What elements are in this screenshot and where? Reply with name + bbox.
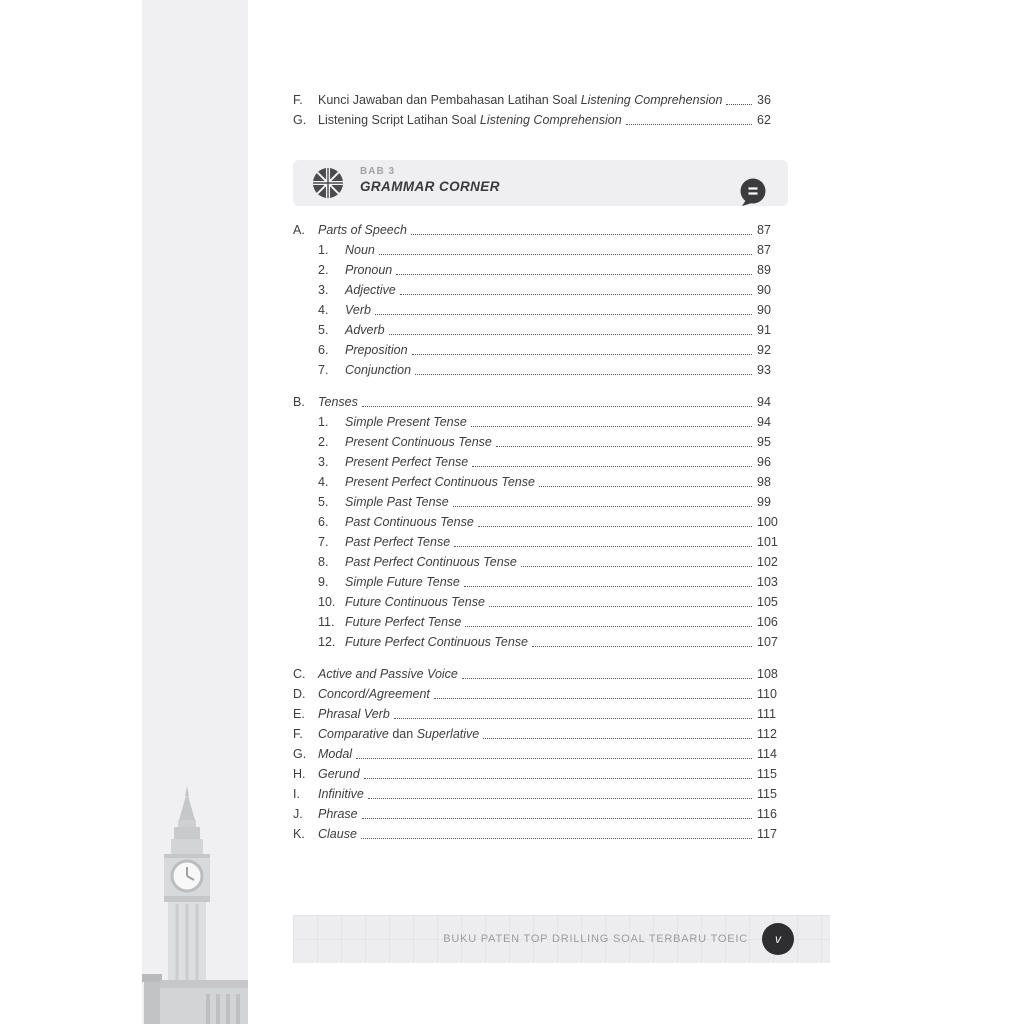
toc-entry-title: Simple Past Tense — [345, 495, 449, 509]
toc-entry-page: 94 — [757, 395, 771, 409]
toc-entry-page: 93 — [757, 363, 771, 377]
toc-entry — [293, 90, 788, 110]
toc-entry — [293, 240, 788, 260]
toc-entry-page: 115 — [757, 787, 777, 801]
toc-entry-label: H. — [293, 767, 306, 781]
toc-entry-title: Past Continuous Tense — [345, 515, 474, 529]
toc-entry-page: 112 — [757, 727, 777, 741]
toc-entry-page: 99 — [757, 495, 771, 509]
toc-entry-title: Concord/Agreement — [318, 687, 430, 701]
toc-entry-page: 115 — [757, 767, 777, 781]
toc-entry-title: Verb — [345, 303, 371, 317]
toc-entry — [293, 744, 788, 764]
chapter-kicker: BAB 3 — [360, 166, 396, 177]
toc-entry-title: Future Perfect Continuous Tense — [345, 635, 528, 649]
dotted-leader — [471, 412, 752, 427]
dotted-leader — [362, 392, 752, 407]
dotted-leader — [434, 684, 752, 699]
toc-entry-label: 1. — [318, 415, 329, 429]
toc-entry-page: 106 — [757, 615, 778, 629]
toc-entry — [293, 512, 788, 532]
toc-entry-title: Future Perfect Tense — [345, 615, 462, 629]
toc-entry — [293, 320, 788, 340]
toc-entry — [293, 612, 788, 632]
toc-entry — [293, 552, 788, 572]
toc-entry-page: 62 — [757, 113, 771, 127]
toc-entry-page: 111 — [757, 707, 777, 721]
toc-entry-page: 116 — [757, 807, 777, 821]
toc-entry-label: I. — [293, 787, 300, 801]
toc-entry-page: 90 — [757, 283, 771, 297]
toc-entry-label: 2. — [318, 263, 329, 277]
toc-entry — [293, 260, 788, 280]
toc-entry — [293, 532, 788, 552]
toc-entry-title: Conjunction — [345, 363, 412, 377]
toc-group — [293, 664, 788, 844]
toc-entry-label: 4. — [318, 303, 329, 317]
toc-entry-label: B. — [293, 395, 305, 409]
toc-entry-title: Adverb — [345, 323, 385, 337]
toc-entry-title: Kunci Jawaban dan Pembahasan Latihan Soal Listening Comprehension — [318, 93, 723, 107]
toc-entry-title: Clause — [318, 827, 357, 841]
toc-entry-title: Comparative dan Superlative — [318, 727, 480, 741]
dotted-leader — [361, 824, 752, 839]
toc-entry — [293, 452, 788, 472]
toc-entry-label: 6. — [318, 343, 329, 357]
dotted-leader — [415, 360, 752, 375]
toc-entry — [293, 724, 788, 744]
toc-entry — [293, 684, 788, 704]
toc-entry-title: Preposition — [345, 343, 408, 357]
dotted-leader — [453, 492, 752, 507]
toc-entry — [293, 764, 788, 784]
toc-entry-label: 11. — [318, 615, 335, 629]
toc-entry-label: C. — [293, 667, 306, 681]
toc-entry-title: Simple Present Tense — [345, 415, 467, 429]
toc-entry-title: Phrase — [318, 807, 358, 821]
toc-entry-title: Future Continuous Tense — [345, 595, 485, 609]
toc-entry — [293, 592, 788, 612]
toc-entry-title: Listening Script Latihan Soal Listening Comprehension — [318, 113, 622, 127]
toc-entry — [293, 280, 788, 300]
toc-entry-title: Past Perfect Tense — [345, 535, 451, 549]
toc-entry — [293, 784, 788, 804]
toc-entry — [293, 704, 788, 724]
dotted-leader — [454, 532, 752, 547]
toc-entry-label: K. — [293, 827, 305, 841]
toc-entry — [293, 664, 788, 684]
dotted-leader — [521, 552, 752, 567]
toc-entry-label: 10. — [318, 595, 336, 609]
toc-entry-page: 102 — [757, 555, 778, 569]
toc-entry-label: 5. — [318, 323, 329, 337]
toc-entry-label: A. — [293, 223, 305, 237]
toc-entry-title: Present Continuous Tense — [345, 435, 492, 449]
toc-entry — [293, 804, 788, 824]
toc-entry-page: 94 — [757, 415, 771, 429]
uk-flag-icon — [313, 168, 343, 198]
toc-entry-page: 96 — [757, 455, 771, 469]
toc-entry-title: Gerund — [318, 767, 360, 781]
dotted-leader — [364, 764, 752, 779]
toc-entry-page: 114 — [757, 747, 777, 761]
dotted-leader — [379, 240, 752, 255]
toc-entry — [293, 300, 788, 320]
dotted-leader — [394, 704, 752, 719]
dotted-leader — [465, 612, 752, 627]
toc-entry — [293, 340, 788, 360]
toc-entry-page: 90 — [757, 303, 771, 317]
toc-entry — [293, 492, 788, 512]
toc-entry-page: 117 — [757, 827, 777, 841]
dotted-leader — [400, 280, 752, 295]
toc-entry — [293, 412, 788, 432]
page-number-badge: v — [762, 923, 794, 955]
toc-group — [293, 392, 788, 652]
toc-entry-page: 92 — [757, 343, 771, 357]
toc-entry-title: Present Perfect Tense — [345, 455, 469, 469]
toc-entry-label: 1. — [318, 243, 329, 257]
footer-bar — [293, 915, 830, 963]
dotted-leader — [368, 784, 752, 799]
dotted-leader — [356, 744, 752, 759]
toc-entry — [293, 360, 788, 380]
toc-entry-title: Tenses — [318, 395, 358, 409]
toc-entry-title: Parts of Speech — [318, 223, 407, 237]
dotted-leader — [532, 632, 752, 647]
toc-entry — [293, 220, 788, 240]
toc-entry-label: 5. — [318, 495, 329, 509]
toc-entry — [293, 572, 788, 592]
toc-entry-label: F. — [293, 93, 303, 107]
toc-entry-page: 107 — [757, 635, 778, 649]
toc-entry-page: 98 — [757, 475, 771, 489]
big-ben-illustration — [142, 784, 248, 1024]
dotted-leader — [478, 512, 752, 527]
dotted-leader — [472, 452, 752, 467]
toc-entry-label: 6. — [318, 515, 329, 529]
toc-list — [293, 220, 788, 844]
dotted-leader — [626, 110, 752, 125]
toc-entry-label: 8. — [318, 555, 329, 569]
toc-entry-label: F. — [293, 727, 303, 741]
toc-entry — [293, 472, 788, 492]
dotted-leader — [462, 664, 752, 679]
toc-entry-page: 105 — [757, 595, 778, 609]
toc-entry-title: Simple Future Tense — [345, 575, 460, 589]
dotted-leader — [362, 804, 752, 819]
toc-entry-title: Present Perfect Continuous Tense — [345, 475, 535, 489]
toc-entry-label: 2. — [318, 435, 329, 449]
left-margin-strip — [142, 0, 248, 1024]
toc-entry-title: Active and Passive Voice — [318, 667, 458, 681]
toc-entry-page: 89 — [757, 263, 771, 277]
toc-entry-label: E. — [293, 707, 305, 721]
toc-entry-label: J. — [293, 807, 303, 821]
dotted-leader — [489, 592, 752, 607]
toc-entry-page: 95 — [757, 435, 771, 449]
dotted-leader — [396, 260, 752, 275]
chat-bubble-icon — [739, 178, 767, 206]
toc-entry-label: G. — [293, 747, 307, 761]
chapter-header — [293, 160, 788, 206]
dotted-leader — [464, 572, 752, 587]
toc-entry-page: 87 — [757, 223, 771, 237]
chapter-texts — [360, 166, 500, 194]
toc-entry — [293, 432, 788, 452]
toc-entry-label: 3. — [318, 455, 329, 469]
toc-entry-page: 91 — [757, 323, 771, 337]
toc-entry-label: 7. — [318, 535, 329, 549]
toc-entry-title: Modal — [318, 747, 353, 761]
toc-entry-page: 100 — [757, 515, 778, 529]
toc-entry-page: 36 — [757, 93, 771, 107]
toc-entry-page: 101 — [757, 535, 778, 549]
toc-entry-page: 103 — [757, 575, 778, 589]
dotted-leader — [496, 432, 752, 447]
toc-entry — [293, 824, 788, 844]
toc-entry-label: G. — [293, 113, 307, 127]
dotted-leader — [411, 220, 752, 235]
toc-entry-label: 7. — [318, 363, 329, 377]
toc-entry-page: 87 — [757, 243, 771, 257]
toc-group — [293, 220, 788, 380]
toc-entry-title: Phrasal Verb — [318, 707, 390, 721]
dotted-leader — [726, 90, 752, 105]
toc-entry-label: D. — [293, 687, 306, 701]
toc-entry-title: Pronoun — [345, 263, 393, 277]
toc-entry-page: 110 — [757, 687, 777, 701]
dotted-leader — [412, 340, 752, 355]
toc-entry — [293, 632, 788, 652]
chapter-title: GRAMMAR CORNER — [360, 179, 500, 194]
toc-entry-label: 4. — [318, 475, 329, 489]
toc-entry-title: Noun — [345, 243, 375, 257]
toc-entry-title: Adjective — [345, 283, 396, 297]
toc-entry-label: 9. — [318, 575, 329, 589]
dotted-leader — [539, 472, 752, 487]
toc-entry-label: 3. — [318, 283, 329, 297]
toc-entry — [293, 110, 788, 130]
dotted-leader — [389, 320, 752, 335]
dotted-leader — [375, 300, 752, 315]
toc-entry-page: 108 — [757, 667, 778, 681]
toc-entry-title: Past Perfect Continuous Tense — [345, 555, 517, 569]
toc-entry-label: 12. — [318, 635, 336, 649]
toc-entry-title: Infinitive — [318, 787, 364, 801]
dotted-leader — [483, 724, 752, 739]
toc-top-rows — [293, 90, 788, 130]
toc-entry — [293, 392, 788, 412]
footer-title: BUKU PATEN TOP DRILLING SOAL TERBARU TOEIC — [443, 933, 748, 945]
